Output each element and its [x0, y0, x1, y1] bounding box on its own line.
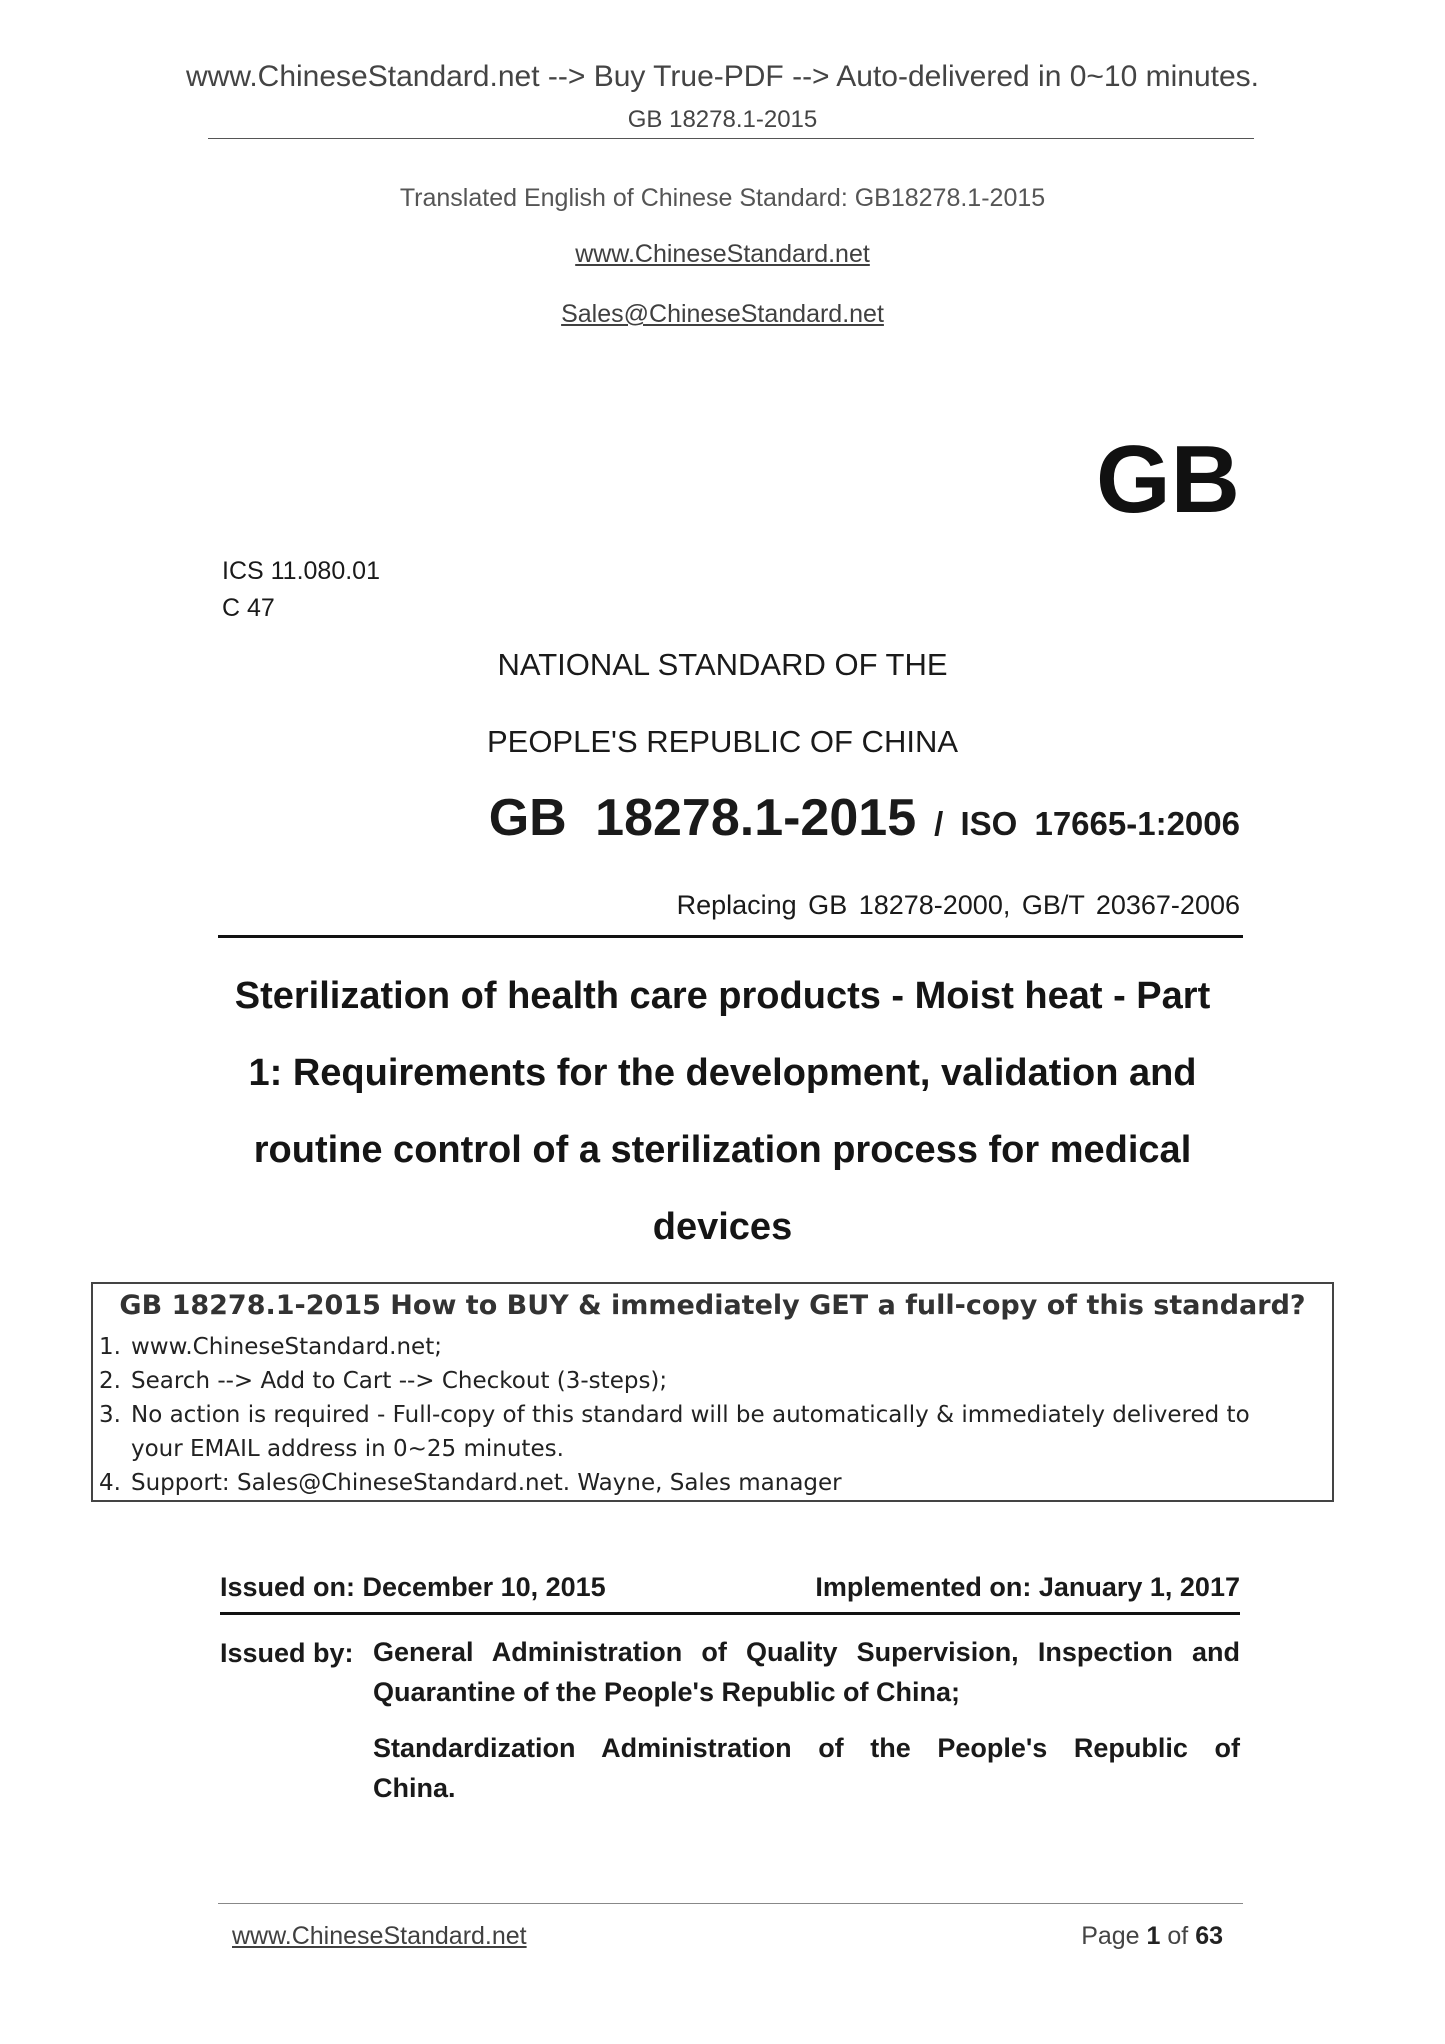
document-title-line-4: devices: [652, 1206, 793, 1248]
standard-number: GB 18278.1-2015: [488, 789, 917, 847]
site-link[interactable]: www.ChineseStandard.net: [575, 240, 870, 268]
issued-on-date: Issued on: December 10, 2015: [220, 1572, 606, 1602]
gb-mark: GB: [1096, 426, 1240, 533]
document-title-line-2: 1: Requirements for the development, validation and: [248, 1052, 1197, 1094]
list-item-continuation: your EMAIL address in 0~25 minutes.: [131, 1436, 564, 1462]
issued-by-label: Issued by:: [220, 1638, 354, 1668]
footer-divider: [218, 1903, 1243, 1904]
list-item: 2. Search --> Add to Cart --> Checkout (3-steps);: [99, 1368, 668, 1394]
purchase-info-box: [91, 1282, 1334, 1502]
national-standard-line-1: NATIONAL STANDARD OF THE: [497, 647, 948, 682]
top-banner: www.ChineseStandard.net --> Buy True-PDF --> Auto-delivered in 0~10 minutes.: [185, 60, 1260, 93]
ccs-code: C 47: [222, 594, 275, 622]
document-title-line-3: routine control of a sterilization process for medical: [253, 1129, 1192, 1171]
translated-notice: Translated English of Chinese Standard: GB18278.1-2015: [399, 184, 1046, 212]
list-item: 4. Support: Sales@ChineseStandard.net. Wayne, Sales manager: [99, 1470, 842, 1496]
site-link-container: [0, 240, 1445, 269]
sales-link-container: [0, 300, 1445, 329]
ics-code: ICS 11.080.01: [222, 557, 380, 585]
cover-divider: [218, 935, 1243, 938]
iso-number: / ISO 17665-1:2006: [934, 805, 1240, 842]
issuer-sac: Standardization Administration of the People's Republic of China.: [373, 1733, 1240, 1803]
replacing-note: Replacing GB 18278-2000, GB/T 20367-2006: [676, 890, 1240, 920]
issuer-aqsiq: General Administration of Quality Supervision, Inspection and Quarantine of the People's Republic of China;: [373, 1637, 1240, 1707]
purchase-heading: GB 18278.1-2015 How to BUY & immediately GET a full-copy of this standard?: [119, 1290, 1306, 1321]
footer-site-link[interactable]: www.ChineseStandard.net: [232, 1922, 527, 1950]
sales-email-link[interactable]: Sales@ChineseStandard.net: [561, 300, 884, 328]
issue-divider: [220, 1612, 1240, 1615]
header-standard-code: GB 18278.1-2015: [627, 106, 818, 133]
purchase-steps-list: [99, 1330, 1326, 1500]
list-item: 1. www.ChineseStandard.net;: [99, 1334, 442, 1360]
implemented-on-date: Implemented on: January 1, 2017: [815, 1572, 1240, 1602]
document-title-line-1: Sterilization of health care products - Moist heat - Part: [234, 975, 1211, 1017]
footer-site-container: [232, 1922, 527, 1951]
header-divider: [208, 138, 1254, 139]
standard-number-line: [489, 788, 1240, 848]
list-item: 3. No action is required - Full-copy of this standard will be automatically & immediately delivered to: [99, 1402, 1250, 1428]
national-standard-line-2: PEOPLE'S REPUBLIC OF CHINA: [486, 724, 959, 759]
page-number: Page 1 of 63: [1081, 1922, 1223, 1950]
